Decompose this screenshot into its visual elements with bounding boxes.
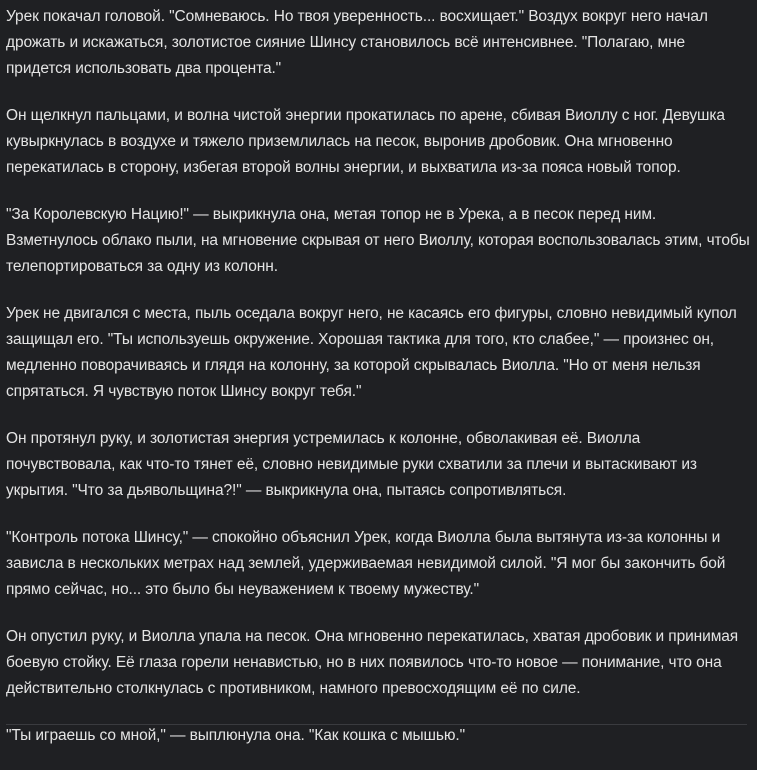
paragraph-5: Он протянул руку, и золотистая энергия устремилась к колонне, обволакивая её. Виолла почувствовала, как что-то тянет её, словно невидимые руки схватили за плечи и вытаскивают из укрытия. "Что за дьявольщина?!" — выкрикнула она, пытаясь сопротивляться.	[6, 426, 751, 504]
paragraph-1: Урек покачал головой. "Сомневаюсь. Но твоя уверенность... восхищает." Воздух вокруг него начал дрожать и искажаться, золотистое сияние Шинсу становилось всё интенсивнее. "Полагаю, мне придется использовать два процента."	[6, 4, 751, 82]
paragraph-3: "За Королевскую Нацию!" — выкрикнула она, метая топор не в Урека, а в песок перед ним. Взметнулось облако пыли, на мгновение скрывая от него Виоллу, которая воспользовалась этим, чтобы телепортироваться за одну из колонн.	[6, 202, 751, 280]
paragraph-8: "Ты играешь со мной," — выплюнула она. "Как кошка с мышью."	[6, 723, 751, 749]
paragraph-7: Он опустил руку, и Виолла упала на песок. Она мгновенно перекатилась, хватая дробовик и принимая боевую стойку. Её глаза горели ненавистью, но в них появилось что-то новое — понимание, что она действительно столкнулась с противником, намного превосходящим её по силе.	[6, 624, 751, 702]
paragraph-4: Урек не двигался с места, пыль оседала вокруг него, не касаясь его фигуры, словно невидимый купол защищал его. "Ты используешь окружение. Хорошая тактика для того, кто слабее," — произнес он, медленно поворачиваясь и глядя на колонну, за которой скрывалась Виолла. "Но от меня нельзя спрятаться. Я чувствую поток Шинсу вокруг тебя."	[6, 301, 751, 405]
bottom-divider	[6, 724, 747, 725]
paragraph-6: "Контроль потока Шинсу," — спокойно объяснил Урек, когда Виолла была вытянута из-за колонны и зависла в нескольких метрах над землей, удерживаемая невидимой силой. "Я мог бы закончить бой прямо сейчас, но... это было бы неуважением к твоему мужеству."	[6, 525, 751, 603]
story-text	[6, 4, 751, 770]
paragraph-2: Он щелкнул пальцами, и волна чистой энергии прокатилась по арене, сбивая Виоллу с ног. Девушка кувыркнулась в воздухе и тяжело приземлилась на песок, выронив дробовик. Она мгновенно перекатилась в сторону, избегая второй волны энергии, и выхватила из-за пояса новый топор.	[6, 103, 751, 181]
